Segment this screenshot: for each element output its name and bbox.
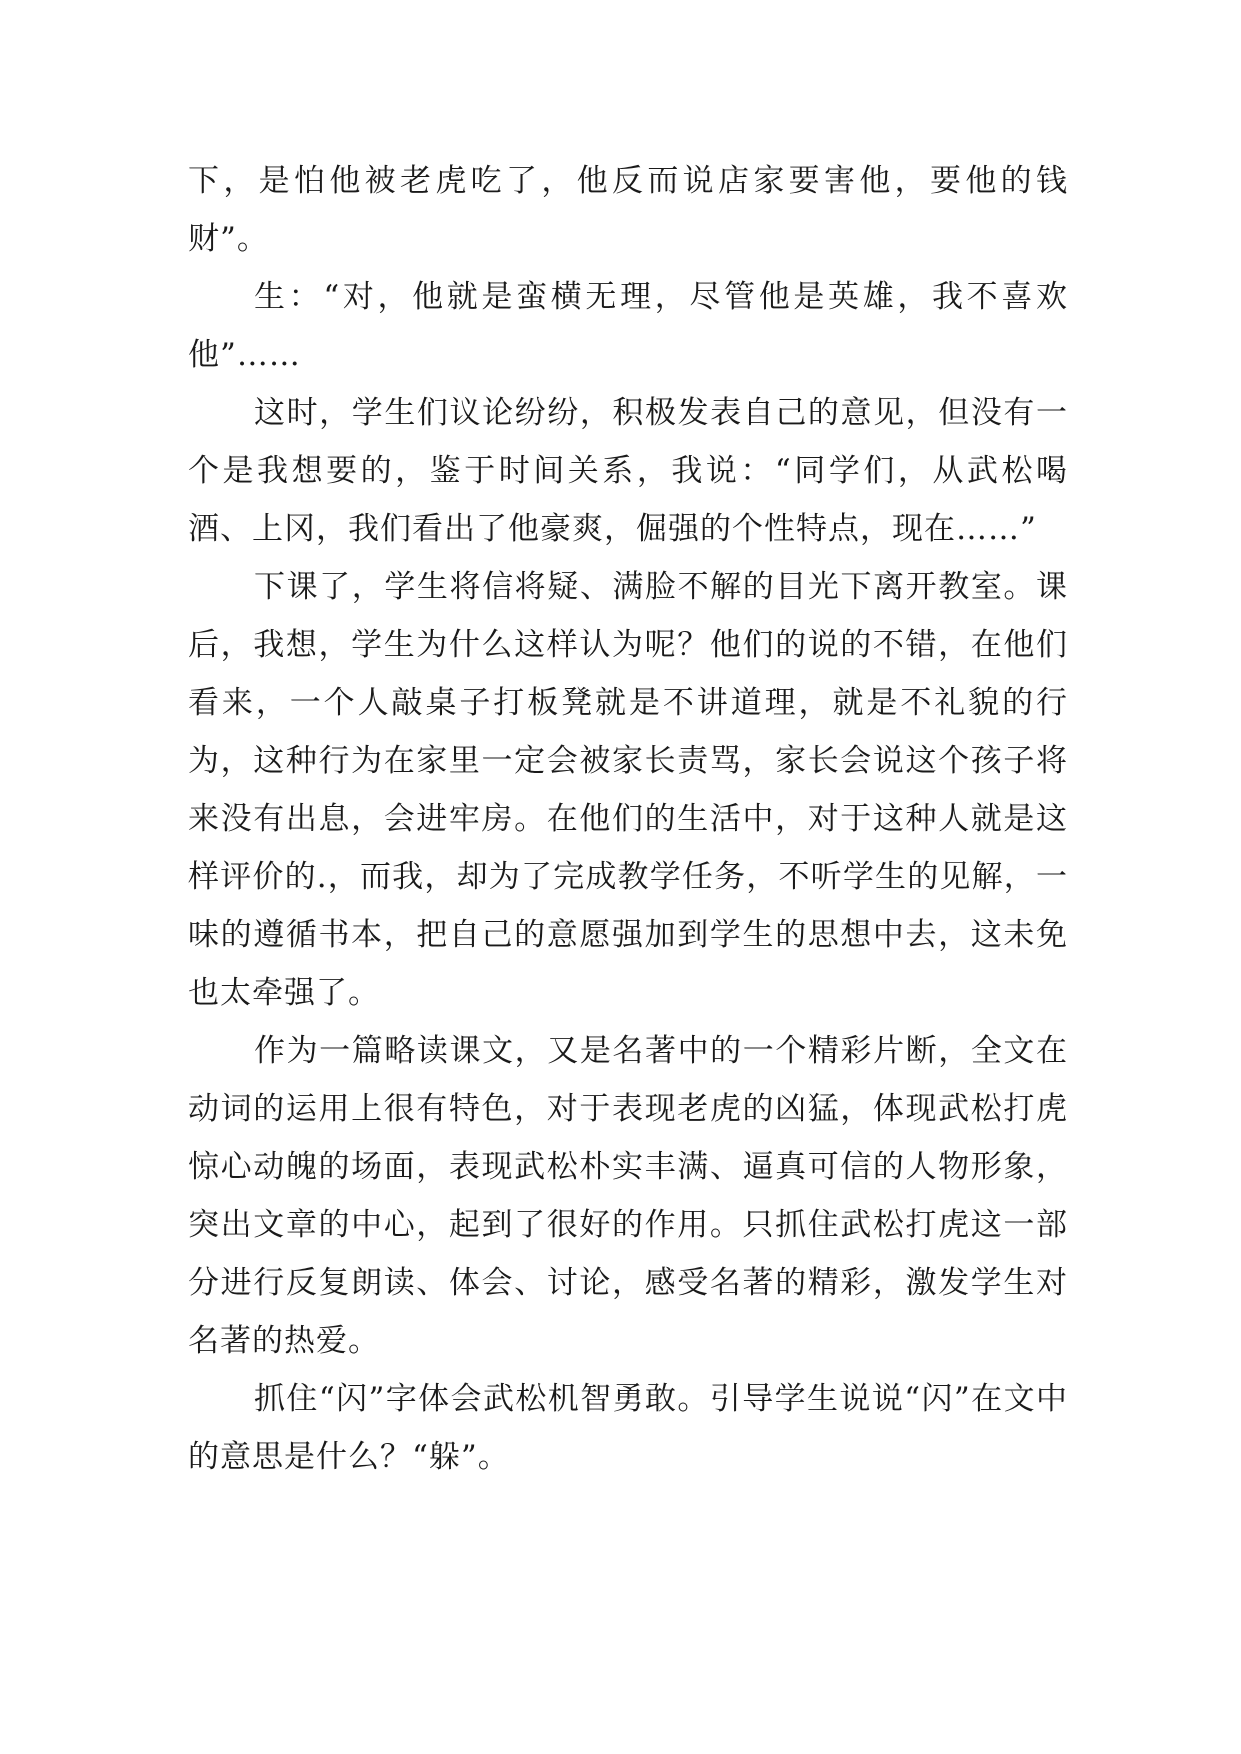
paragraph-1: 下，是怕他被老虎吃了，他反而说店家要害他，要他的钱财”。	[188, 163, 1068, 257]
document-body	[188, 152, 1068, 1486]
paragraph-5: 作为一篇略读课文，又是名著中的一个精彩片断，全文在动词的运用上很有特色，对于表现老虎的凶猛，体现武松打虎惊心动魄的场面，表现武松朴实丰满、逼真可信的人物形象，突出文章的中心，起到了很好的作用。只抓住武松打虎这一部分进行反复朗读、体会、讨论，感受名著的精彩，激发学生对名著的热爱。	[188, 1033, 1068, 1359]
paragraph-3: 这时，学生们议论纷纷，积极发表自己的意见，但没有一个是我想要的，鉴于时间关系，我说：“同学们，从武松喝酒、上冈，我们看出了他豪爽，倔强的个性特点，现在……”	[188, 395, 1068, 547]
paragraph-2: 生：“对，他就是蛮横无理，尽管他是英雄，我不喜欢他”……	[188, 279, 1068, 373]
paragraph-6: 抓住“闪”字体会武松机智勇敢。引导学生说说“闪”在文中的意思是什么？“躲”。	[188, 1381, 1068, 1475]
paragraph-4: 下课了，学生将信将疑、满脸不解的目光下离开教室。课后，我想，学生为什么这样认为呢？他们的说的不错，在他们看来，一个人敲桌子打板凳就是不讲道理，就是不礼貌的行为，这种行为在家里一定会被家长责骂，家长会说这个孩子将来没有出息，会进牢房。在他们的生活中，对于这种人就是这样评价的.，而我，却为了完成教学任务，不听学生的见解，一味的遵循书本，把自己的意愿强加到学生的思想中去，这未免也太牵强了。	[188, 569, 1068, 1011]
